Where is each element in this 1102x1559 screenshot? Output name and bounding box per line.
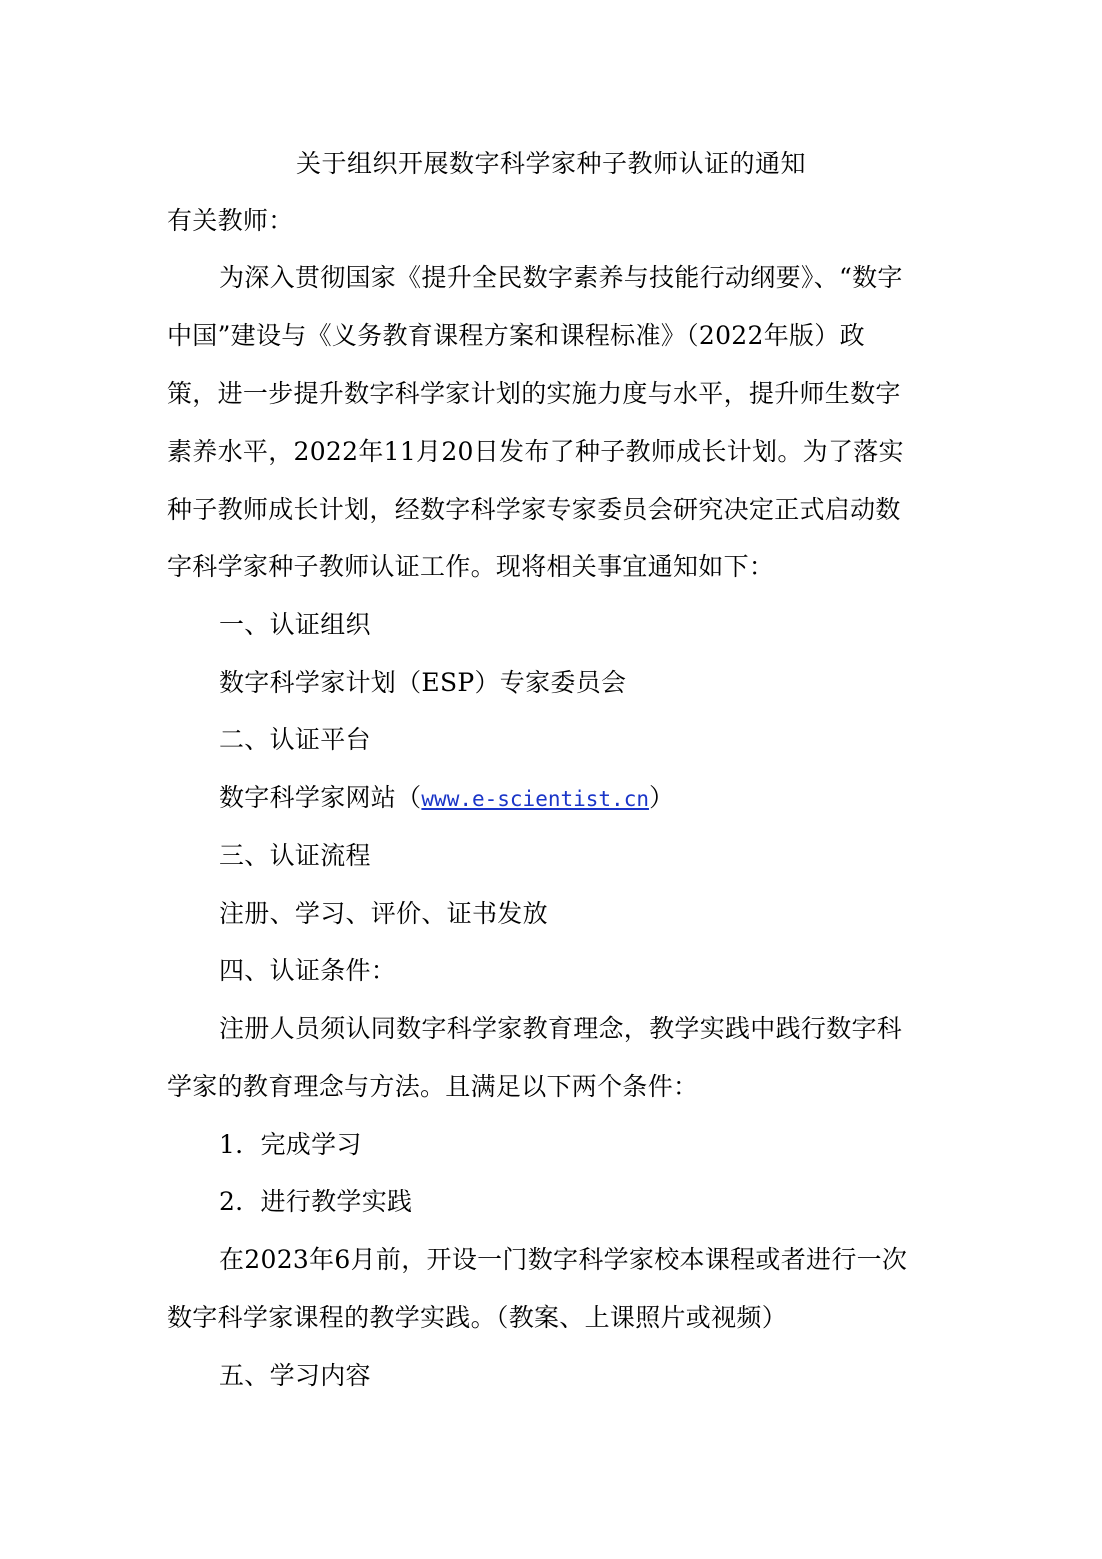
section-heading-process: 三、认证流程 bbox=[219, 841, 371, 870]
intro-line: 字科学家种子教师认证工作。现将相关事宜通知如下： bbox=[167, 552, 775, 581]
conditions-line: 注册人员须认同数字科学家教育理念，教学实践中践行数字科 bbox=[219, 1014, 903, 1043]
salutation: 有关教师： bbox=[167, 206, 294, 235]
section-body-organization: 数字科学家计划（ESP）专家委员会 bbox=[219, 668, 627, 697]
intro-line: 策，进一步提升数字科学家计划的实施力度与水平，提升师生数字 bbox=[167, 379, 901, 408]
document-title: 关于组织开展数字科学家种子教师认证的通知 bbox=[295, 149, 806, 178]
section-heading-platform: 二、认证平台 bbox=[219, 725, 371, 754]
practice-line: 在2023年6月前，开设一门数字科学家校本课程或者进行一次 bbox=[219, 1245, 908, 1274]
platform-prefix: 数字科学家网站（ bbox=[219, 783, 422, 812]
section-heading-organization: 一、认证组织 bbox=[219, 610, 371, 639]
conditions-line: 学家的教育理念与方法。且满足以下两个条件： bbox=[167, 1072, 699, 1101]
platform-suffix: ） bbox=[648, 783, 675, 812]
section-body-process: 注册、学习、评价、证书发放 bbox=[219, 899, 548, 928]
condition-item-2: 2．进行教学实践 bbox=[219, 1187, 413, 1216]
section-heading-content: 五、学习内容 bbox=[219, 1361, 371, 1390]
condition-item-1: 1．完成学习 bbox=[219, 1130, 362, 1159]
intro-line: 中国”建设与《义务教育课程方案和课程标准》（2022年版）政 bbox=[167, 321, 865, 350]
intro-line: 种子教师成长计划，经数字科学家专家委员会研究决定正式启动数 bbox=[167, 495, 901, 524]
section-body-platform bbox=[219, 780, 674, 817]
intro-line: 为深入贯彻国家《提升全民数字素养与技能行动纲要》、“数字 bbox=[219, 263, 903, 292]
section-heading-conditions: 四、认证条件： bbox=[219, 956, 397, 985]
practice-line: 数字科学家课程的教学实践。（教案、上课照片或视频） bbox=[167, 1303, 788, 1332]
website-link[interactable]: www.e-scientist.cn bbox=[421, 787, 649, 811]
intro-line: 素养水平，2022年11月20日发布了种子教师成长计划。为了落实 bbox=[167, 437, 904, 466]
